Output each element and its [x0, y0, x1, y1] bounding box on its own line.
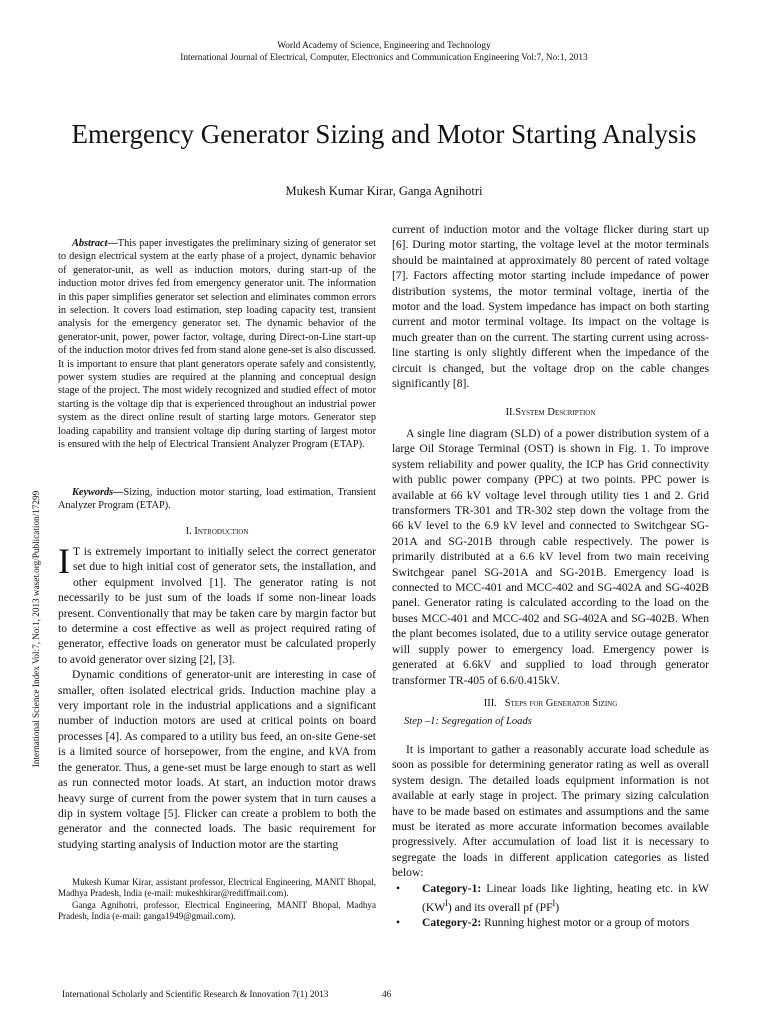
authors: Mukesh Kumar Kirar, Ganga Agnihotri	[285, 184, 483, 198]
footnote-2: Ganga Agnihotri, professor, Electrical Engineering, MANIT Bhopal, Madhya Pradesh, India (e-mail: ganga1949@gmail.com).	[58, 899, 376, 922]
generator-sizing-text: It is important to gather a reasonably accurate load schedule as soon as possible for determining generator rating as well as overall system design. The detailed loads equipment information is not available at early stage in project. The primary sizing calculation have to be made based on estimates and assumptions and the same must be iterated as more accurate information becomes available progressively. After accumulation of load list it is necessary to segregate the loads in different application categories as listed below:	[392, 743, 709, 880]
introduction-body	[58, 541, 376, 852]
system-description-text: A single line diagram (SLD) of a power distribution system of a large Oil Storage Terminal (OST) is shown in Fig. 1. To improve system reliability and power quality, the ICP has Grid connectivity with public power company (PPC) at two points. PPC power is available at 66 kV voltage level through utility ties 1 and 2. Grid transformers TR-301 and TR-302 step down the voltage from the 66 kV level to the 6.9 kV level and connected to Switchgear SG-201A and SG-201B through cable respectively. The power is primarily distributed at a 6.6 kV level from two main receiving Switchgear panel SG-201A and SG-201B. Emergency load is connected to MCC-401 and MCC-402 and SG-402A and SG-402B panel. Generator rating is calculated according to the load on the buses MCC-401 and MCC-402 and SG-402A and SG-402B. When the plant becomes isolated, due to a utility service outage generator will supply power to emergency load. Emergency power is generated at 6.6kV and supplied to load through generator transformer TR-405 of 6.6/0.415kV.	[392, 427, 709, 687]
section-number: II.	[505, 407, 516, 418]
abstract-text: This paper investigates the preliminary sizing of generator set to design electrical system at the early phase of a project, dynamic behavior of generator-unit, as well as induction motors, during start-up of the induction motor drives fed from emergency generator unit. The information in this paper simplifies generator set selection and eliminates common errors in selection. It covers load estimation, step loading capacity test, transient analysis for the emergency generator set. The dynamic behavior of the generator-unit, power, power factor, voltage, during Direct-on-Line start-up of the induction motor drives fed from stand alone gene-set is also discussed. It is important to ensure that plant generators operate safely and consistently, power system studies are required at the planning and conceptual design stage of the project. The most widely recognized and studied effect of motor starting is the voltage dip that is experienced throughout an industrial power system as the direct online result of starting large motors. Generator step loading capability and transient voltage dip during starting of largest motor is ensured with the help of Electrical Transient Analyzer Program (ETAP).	[58, 238, 376, 451]
category-list	[392, 881, 709, 931]
category-1-superscript: l	[445, 898, 448, 910]
footnote-1: Mukesh Kumar Kirar, assistant professor, Electrical Engineering, MANIT Bhopal, Madhya Pradesh, India (e-mail: mukeshkirar@rediffmail.com).	[58, 877, 376, 899]
keywords-label: Keywords—	[72, 487, 124, 498]
intro-paragraph-1	[58, 541, 376, 667]
keywords-text: Sizing, induction motor starting, load estimation, Transient Analyzer Program (ETAP).	[58, 487, 376, 512]
category-1-label: Category-1:	[422, 881, 482, 895]
intro-continuation-text: current of induction motor and the voltage flicker during start up [6]. During motor starting, the voltage level at the motor terminals should be maintained at approximately 80 percent of rated voltage [7]. Factors affecting motor starting include impedance of power distribution systems, the motor terminal voltage, inertia of the motor and the load. System impedance has impact on both starting current and motor terminal voltage. Its impact on the voltage is much greater than on the current. The starting current using across-line starting is only slightly different when the impedance of the circuit is changed, but the voltage drop on the cable changes significantly [8].	[392, 223, 709, 391]
paper-title: Emergency Generator Sizing and Motor Starting Analysis	[71, 119, 697, 149]
abstract-label: Abstract—	[72, 238, 118, 249]
section-number: I.	[185, 526, 192, 537]
footer-journal: International Scholarly and Scientific Research & Innovation 7(1) 2013	[62, 990, 329, 1000]
category-2-text: Running highest motor or a group of motors	[484, 916, 690, 930]
step-1-heading: Step –1: Segregation of Loads	[404, 716, 532, 727]
list-item	[422, 915, 709, 930]
section-title: Steps for Generator Sizing	[504, 698, 618, 709]
journal-header-line1: World Academy of Science, Engineering and Technology	[277, 41, 491, 51]
list-item	[422, 881, 709, 916]
footnotes	[58, 877, 376, 923]
section-heading-generator-sizing	[392, 698, 709, 709]
section-number: III.	[483, 698, 497, 709]
journal-header-line2: International Journal of Electrical, Computer, Electronics and Communication Engineering Vol:7, No:1, 2013	[180, 53, 588, 63]
category-1-text-end: )	[555, 900, 560, 914]
generator-sizing-body	[392, 742, 709, 931]
section-title: System Description	[515, 407, 596, 418]
section-heading-introduction	[58, 526, 376, 537]
category-2-label: Category-2:	[422, 916, 482, 930]
section-title: Introduction	[194, 526, 249, 537]
category-1-text: Linear loads like lighting, heating etc. in kW (KW	[422, 881, 709, 914]
category-1-text-mid: ) and its overall pf (PF	[447, 900, 553, 914]
page-number: 46	[382, 990, 392, 1000]
section-heading-system-description	[392, 407, 709, 418]
intro-continuation	[392, 222, 709, 391]
intro-paragraph-2: Dynamic conditions of generator-unit are interesting in case of smaller, often isolated electrical grids. Induction machine play a very important role in the industrial applications and a significant number of induction motors are used at critical points on board processes [4]. As compared to a utility bus feed, an on-site Gene-set is a limited source of horsepower, from the engine, and kVA from the generator. Thus, a gene-set must be large enough to start as well as run connected motor loads. At start, an induction motor draws heavy surge of current from the power system that in turn causes a dip in system voltage [5]. Flicker can create a problem to both the generator and the connected loads. The basic requirement for studying starting analysis of Induction motor are the starting	[58, 668, 376, 851]
intro-paragraph-1-text: T is extremely important to initially select the correct generator set due to high initial cost of generator sets, the installation, and other equipment involved [1]. The generator rating is not necessarily to be just sum of the loads if some non-linear loads present. Conventionally that may be taken care by margin factor but to determine a cost effective as well as project required rating of generator, effective loads on generator must be calculated properly to avoid generator over sizing [2], [3].	[58, 545, 376, 666]
drop-cap: I	[58, 541, 70, 581]
category-1-superscript: l	[552, 898, 556, 910]
keywords	[58, 486, 376, 513]
side-watermark-text: International Science Index Vol:7, No:1, 2013 waset.org/Publication/17299	[31, 490, 41, 768]
system-description-body	[392, 426, 709, 688]
abstract	[58, 237, 376, 452]
